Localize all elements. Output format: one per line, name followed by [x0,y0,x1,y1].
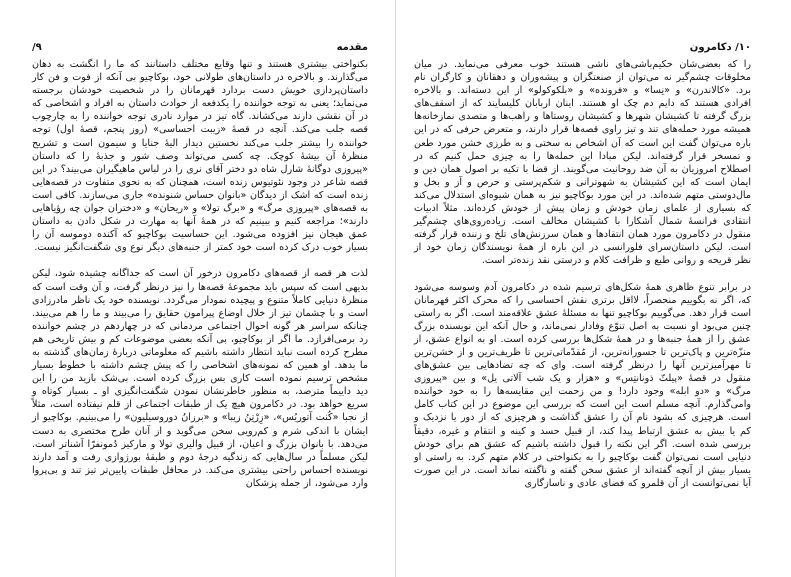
left-page-number: ۹/ [32,42,42,53]
left-page-header-title [337,42,368,53]
paragraph: لذت هر قصه از قصه‌های دکامرون درخور آن است که جداگانه چشیده شود، لیکن بدیهی است که سپس باید مجموعهٔ قصه‌ها را نیز درنظر گرفت، و آن وقت است که منظرهٔ دنیایی کاملاً متنوع و پیچیده نمودار می‌گردد. نویسنده خود یک ناظر مادرزادی است و با چشمان تیز از خلال اوضاع پیرامون حقایق را می‌بیند و ما را هم می‌بیند. چنانکه سراسر هر گونه احوال اجتماعی مردمانی که در چهاردهم در چشم خواننده رد برمی‌افرازد. ما اگر از بوکاچیو، بی آنکه بعضی موضوعات کم و بیش تاریخی هم مطرح کرده است نباید انتظار داشته باشیم که معلوماتی دربارهٔ زمان‌های گذشته به ما بدهد. او همین که نمونه‌های اشخاصی را که پیش چشم داشته با خطوط بسیار مشخص ترسیم نموده است کاری بس بزرگ کرده است. بی‌شک بازید من را این دید داییماً مترصد، به منظور خاطرنشان نمودن شگفت‌انگیزی او ـ بسیار کوتاه و سریع خواهد بود. در دکامرون هیچ یک از طبقات اجتماعی از قلم نیفتاده است، مثلاً از نجبا «کُنت آتوریُس»، «زِرْتِنُ زیبا» و «برزانُ دوروسیلیون» را می‌بینیم. بوکاچیو از ایشان با اندکی شرم و کم‌رویی سخن می‌گوید و از آنان طرح مختصری به دست می‌دهد. با بانوان بزرگ و اعیان، از قبیل والیری تولا و مارکیز دُمونفرّا آشناتر است. لیکن مسلماً در سال‌هایی که زندگیه درجهٔ دوم و طبقهٔ بورژوازی رفت و آمد دارند نویسنده احساس راحتی بیشتری می‌کند. در محافل طبقات پایین‌تر تیز تند و بی‌پروا وارد می‌شود، از جمله پزشکان [32,268,368,489]
paragraph-gap [32,254,368,267]
running-title: مقدمه [336,42,368,53]
left-page-header [32,42,368,56]
right-page-number-title: ۱۰/ دکامرون [689,42,751,53]
right-page-header [414,42,751,56]
paragraph: در برابر تنوع ظاهری همهٔ شکل‌های ترسیم شده در دکامرون آدم وسوسه می‌شود که، اگر نه بگوییم منحصراً، لااقل برتری نقش احساسی را که محرک اکثر قهرمانان است قرار دهد. می‌گوییم بوکاچیو تنها به مسئلهٔ عشق علاقه‌مند است. اگر به راستی چنین می‌بود او نسبت به اصل تنوّع وفادار نمی‌ماند، و حال آنکه این نویسنده بزرگ عشق را از همهٔ جنبه‌ها و در همهٔ شکل‌ها بررسی کرده است. او به انواع عشق، از منزّه‌ترین و پاک‌ترین تا جسورانه‌ترین، از مُقدّماتی‌ترین تا ظریف‌ترین و از خشن‌ترین تا مهرآمیزترین آنها را درنظر گرفته است. وای که چه تضادهایی بین عشق‌های منقول در قصهٔ «پیلتّ ذونانتِس» و «هزار و یک شب آلاتی یل» و بین «پیروزی مرگ» و «دو ابله» وجود دارد! و من زحمت این مقایسه‌ها را به خود خواننده وامی‌گذارم. آنچه مسلم است این است که بررسی این موضوع در این کتاب کامل است. هرچیزی که بشود نام آن را عشق گذاشت و هرچیزی که از دور یا نزدیک و کم یا بیش به عشق ارتباط پیدا کند، از قبیل حسد و کینه و انتقام و غیره، دقیقاً بررسی شده است. اگر این نکته را قبول داشته باشیم که عشق هم برای خودش دنیایی است نمی‌توان گفت بوکاچیو را به یکنواختی در کلام متهم کرد. به راستی او بسیار بیش از آنچه گفته‌اند از عشق سخن گفته و ناگفته نماند است. در این صورت آیا نمی‌توانست از آن قلمرو که فضای عادی و ناسازگاری [414,281,751,489]
paragraph-gap [414,268,751,281]
paragraph: بکنواختی بیشتری هستند و تنها وقایع مختلف داستانند که ما را انگشت به دهان می‌گذارند. و بالاخره در داستان‌های طولانی خود، بوکاچیو بی آنکه از فوت و فن کار داستان‌پردازی خویش دست بردارد قهرمانان را در شخصیت خودشان برجسته می‌نماید؛ یعنی به توجه خواننده را یکدفعه از حوادث داستان به افراد و اشخاصی که در آن نقشی دارند می‌کشاند. گاه تیز در موارد نادری توجه خواننده را به چارچوب قصه جلب می‌کند. آنچه در قصهٔ «زیبت احساسی» (روز پنجم، قصهٔ اول) توجه خواننده را بیشتر جلب می‌کند نخستین دیدار الیهٔ جنایا و سیمون است و تشریح منظرهٔ آن بیشهٔ کوچک. چه کسی می‌تواند وصف شور و جذبهٔ را که داستان «پیروزی دوگانهٔ شارل شاه دو دختر آقای نری را در لباس ماهیگیران می‌بیند؟ در این قصه شاعر در وجود نئوتیوس زنده است، همچنان که به نحوی متفاوت در قصه‌هایی زنده است که اشک از دیدگان «بانوان حساس شنونده» جاری می‌سازند. کافی است به قصه‌های «پیروزی مرگ» و «برگ تولا» و «ریحان» و «دختران جوان چه رؤیاهایی دارند»؛ مراجعه کنیم و ببینیم که در همهٔ آنها به مهارت در شکل دادن به داستان عمق هیجان نیز افزوده می‌شود. این حساسیت بوکاچیو که آکنده دوموسه آن را بسیار خوب درک کرده است خود کمتر از جنبه‌های دیگر نوع وی شگفت‌انگیز نیست. [32,59,368,254]
right-page [396,0,791,577]
paragraph: را که بعضی‌شان حکیم‌باشی‌های ناشی هستند خوب معرفی می‌نماید. در میان مخلوقات چشم‌گیر نه می‌توان از صنعتگران و پیشه‌وران و دهقانان و کارگران نام برد. «کالاندرن» و «نِسا» و «فرونده» و «بلکوکولو» از این دسته‌اند. و بالاخره افرادی هستند که دایم دم چک او هستند. اینان اربابان کلیسایند که از اسقف‌های بزرگ گرفته تا کشیشان شهرها و کشیشان روستاها و راهب‌ها و متصدی نمازخانه‌ها همیشه مورد حمله‌های تند و تیز راوی قصه‌ها قرار دارند، و متعرض حرفی که در این باره می‌توان گفت این است که آن اشخاص به سختی و به طرزی خشن مورد طعن و تمسخر قرار گرفته‌اند. لیکن مبادا این حمله‌ها را به چیزی حمل کنیم که در اصطلاح امروزیان به آن ضد روحانیت می‌گویند. از قضا با تکیه بر اصول همان دین و ایمان است که این کشیشان به شهوترانی و شکم‌پرستی و حرص و آز و بخل و مال‌دوستی متهم شده‌اند. در این مورد بوکاچیو نیز به همان شیوه‌ای استدلال می‌کند که بسیاری از علمای زمان خودش و زمان پیش از خودش کرده‌اند. مثلاً ادبیات انتقادی فرانسهٔ شمال آشکارا با کشیشان مخالف است. زیاده‌روی‌های چشم‌گیر منقول در دکامرون مورد همان انتقادها و همان سرزنش‌های تلخ و زننده قرار گرفته است. لیکن داستان‌سرای فلورانسی در این باره از همهٔ نویسندگان زمان خود از نظر قریحه و روانی طبع و ظرافت کلام و درستی نقد زنده‌تر است. [414,59,751,267]
